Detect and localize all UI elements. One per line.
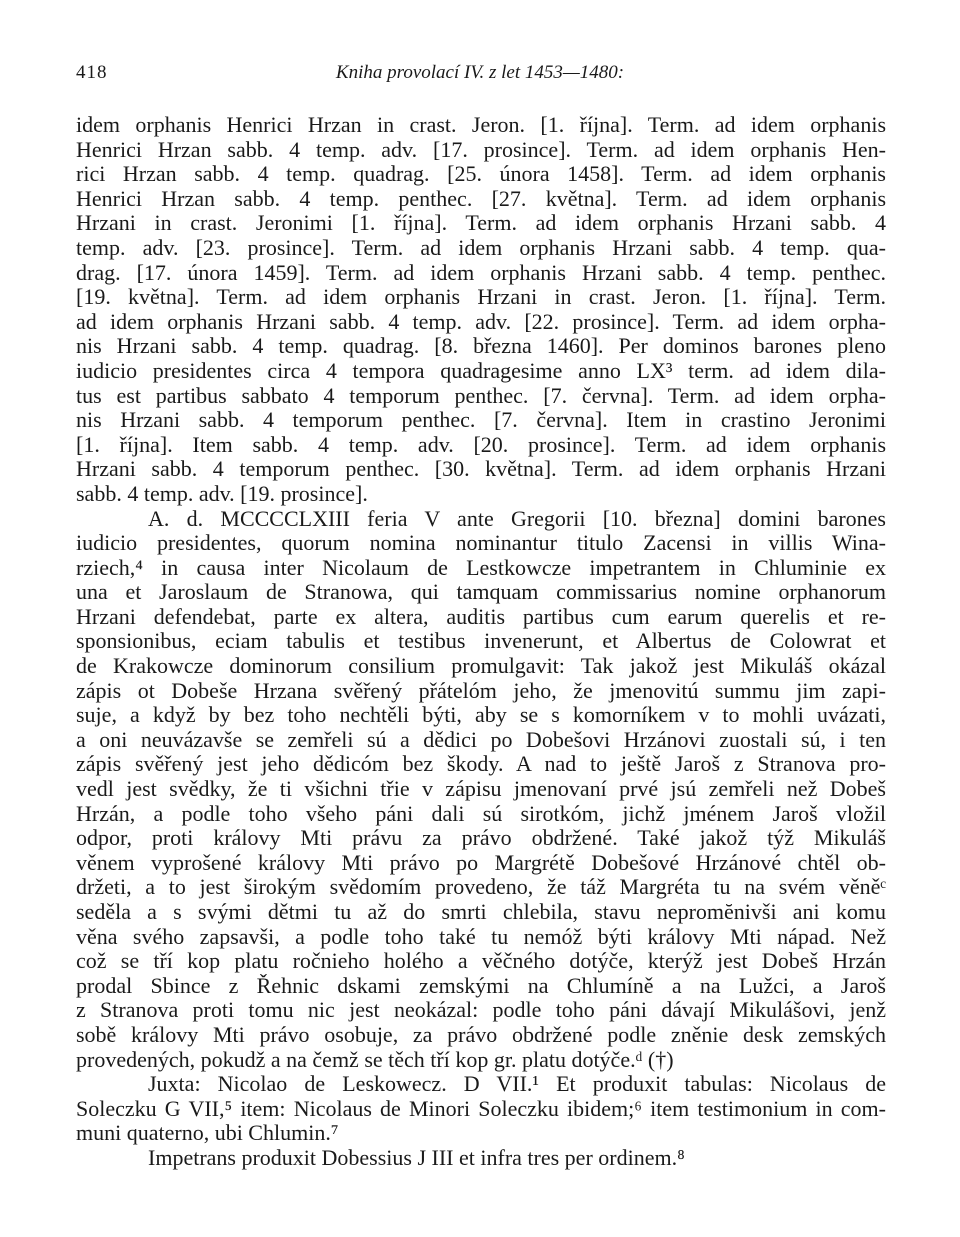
text-line: sponsionibus, eciam tabulis et testibus invenerunt, et Albertus de Colowrat et <box>76 629 886 654</box>
text-line: Hrzani in crast. Jeronimi [1. října]. Term. ad idem orphanis Hrzani sabb. 4 <box>76 211 886 236</box>
text-line: idem orphanis Henrici Hrzan in crast. Jeron. [1. října]. Term. ad idem orphanis <box>76 113 886 137</box>
text-line: seděla a s svými dětmi tu až do smrti chlebila, stavu nepromĕnivši ani komu <box>76 900 886 924</box>
text-line: což se tří kop platu ročnieho holého a věčného dotýče, kterýž jest Dobeš Hrzán <box>76 949 886 974</box>
text-line: věna svého zapsavši, a podle toho také tu nemóž býti královy Mti nápad. Než <box>76 924 886 949</box>
text-line: de Krakowcze dominorum consilium promulgavit: Tak jakož jest Mikuláš okázal <box>76 654 886 679</box>
paragraph-start-line: Impetrans produxit Dobessius J III et infra tres per ordinem.⁸ <box>148 1145 685 1170</box>
text-line: sobě královy Mti právo osobuje, za právo obdržené podle zněnie desk zemských <box>76 1022 886 1047</box>
text-line: Hrzán, a podle toho všeho páni dali sú sirotkóm, jichž jménem Jaroš vložil <box>76 801 886 826</box>
text-line: Soleczku G VII,⁵ item: Nicolaus de Minori Soleczku ibidem;⁶ item testimonium in com- <box>76 1096 886 1121</box>
text-line: rici Hrzan sabb. 4 temp. quadrag. [25. února 1458]. Term. ad idem orphanis <box>76 162 886 187</box>
text-line: iudicio presidentes, quorum nomina nominantur titulo Zacensi in villis Wina- <box>76 531 886 556</box>
text-line: provedených, pokudž a na čemž se těch tří kop gr. platu dotýče.ᵈ (†) <box>76 1047 674 1072</box>
text-line: nis Hrzani sabb. 4 temporum penthec. [7. června]. Item in crastino Jeronimi <box>76 408 886 433</box>
text-line: muni quaterno, ubi Chlumin.⁷ <box>76 1121 339 1146</box>
text-line: suje, a když by bez toho nechtěli býti, aby se s komorníkem v to mohli uvázati, <box>76 703 886 728</box>
text-line: Hrzani defendebat, parte ex altera, auditis partibus cum earum querelis et re- <box>76 604 886 629</box>
text-line: temp. adv. [23. prosince]. Term. ad idem orphanis Hrzani sabb. 4 temp. qua- <box>76 235 886 260</box>
text-line: Henrici Hrzan sabb. 4 temp. penthec. [27. května]. Term. ad idem orphanis <box>76 186 886 211</box>
text-line: rziech,⁴ in causa inter Nicolaum de Lestkowcze impetrantem in Chluminie ex <box>76 555 886 580</box>
text-line: vedl jest svědky, že ti všichni třie v zápisu jmenovaní prvé jsú zemřeli než Dobeš <box>76 777 886 802</box>
page-number: 418 <box>76 62 108 83</box>
text-line: odpor, proti královy Mti právu za právo obdržené. Také jakož týž Mikuláš <box>76 826 886 851</box>
text-line: Henrici Hrzan sabb. 4 temp. adv. [17. prosince]. Term. ad idem orphanis Hen- <box>76 137 886 162</box>
body-text <box>76 113 886 1171</box>
text-line: nis Hrzani sabb. 4 temp. quadrag. [8. března 1460]. Per dominos barones pleno <box>76 334 886 359</box>
text-line: iudicio presidentes circa 4 tempora quadragesime anno LX³ term. ad idem dila- <box>76 358 886 383</box>
paragraph-start-line: A. d. MCCCCLXIII feria V ante Gregorii [10. března] domini barones <box>148 506 886 531</box>
text-line: sabb. 4 temp. adv. [19. prosince]. <box>76 481 368 506</box>
text-line: prodal Sbince z Řehnic dskami zemskými na Chlumíně a na Lužci, a Jaroš <box>76 973 886 998</box>
text-line: tus est partibus sabbato 4 temporum penthec. [7. června]. Term. ad idem orpha- <box>76 383 886 408</box>
text-line: držeti, a to jest širokým svědomím provedeno, že táž Margréta tu na svém věněᶜ <box>76 875 886 900</box>
text-line: zápis ot Dobeše Hrzana svěřený přátelóm jeho, že jmenovitú summu jim zapi- <box>76 678 886 703</box>
paragraph-start-line: Juxta: Nicolao de Leskowecz. D VII.¹ Et produxit tabulas: Nicolaus de <box>148 1072 886 1097</box>
text-line: z Stranova proti tomu nic jest neokázal: podle toho páni dávají Mikulášovi, jenž <box>76 998 886 1023</box>
text-line: drag. [17. února 1459]. Term. ad idem orphanis Hrzani sabb. 4 temp. penthec. <box>76 260 886 285</box>
text-line: [1. října]. Item sabb. 4 temp. adv. [20. prosince]. Term. ad idem orphanis <box>76 432 886 457</box>
text-line: zápis svěřený jest jeho dědicóm bez škody. A nad to ještě Jaroš z Stranova pro- <box>76 752 886 777</box>
text-line: una et Jaroslaum de Stranowa, qui tamquam commissarius nomine orphanorum <box>76 580 886 605</box>
text-line: a oni neuvázavše se zemřeli sú a dědici po Dobešovi Hrzánovi zuostali sú, i ten <box>76 727 886 752</box>
text-line: [19. května]. Term. ad idem orphanis Hrzani in crast. Jeron. [1. října]. Term. <box>76 285 886 310</box>
running-title: Kniha provolací IV. z let 1453—1480: <box>335 62 625 83</box>
text-line: Hrzani sabb. 4 temporum penthec. [30. května]. Term. ad idem orphanis Hrzani <box>76 457 886 482</box>
page-header <box>76 62 884 92</box>
text-line: věnem vyprošené královy Mti právo po Margrétě Dobešové Hrzánové chtěl ob- <box>76 850 886 875</box>
text-line: ad idem orphanis Hrzani sabb. 4 temp. adv. [22. prosince]. Term. ad idem orpha- <box>76 309 886 334</box>
